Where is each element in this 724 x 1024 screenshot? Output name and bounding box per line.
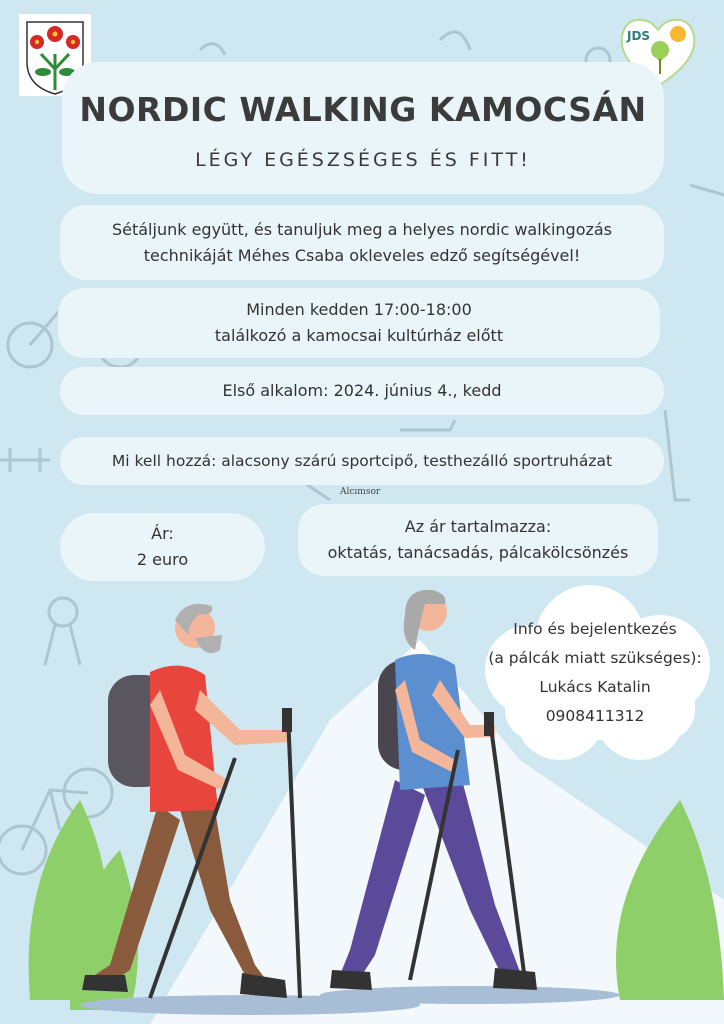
woman-walker	[330, 590, 537, 990]
schedule-time: Minden kedden 17:00-18:00	[246, 300, 472, 319]
schedule-place: találkozó a kamocsai kultúrház előtt	[214, 326, 504, 345]
title-banner	[62, 62, 664, 194]
intro-box	[60, 205, 664, 280]
schedule-box	[58, 288, 660, 358]
intro-line-2: technikáját Méhes Csaba okleveles edző segítségével!	[143, 245, 581, 265]
price-label: Ár:	[151, 524, 174, 543]
tiny-label: Alcımsor	[340, 487, 381, 497]
page-title: NORDIC WALKING KAMOCSÁN	[79, 89, 647, 129]
contact-phone: 0908411312	[545, 706, 645, 725]
price-includes-box	[298, 504, 658, 576]
contact-name: Lukács Katalin	[539, 677, 651, 696]
includes-value: oktatás, tanácsadás, pálcakölcsönzés	[327, 543, 629, 562]
info-line-1: Info és bejelentkezés	[513, 619, 677, 638]
page-subtitle: LÉGY EGÉSZSÉGES ÉS FITT!	[195, 148, 531, 171]
man-walker	[82, 604, 300, 998]
price-box	[60, 513, 265, 581]
info-line-2: (a pálcák miatt szükséges):	[488, 648, 702, 667]
nordic-walkers-illustration	[0, 580, 724, 1024]
first-session-text: Első alkalom: 2024. június 4., kedd	[222, 381, 502, 400]
requirements-text: Mi kell hozzá: alacsony szárú sportcipő, testhezálló sportruházat	[111, 452, 613, 470]
includes-label: Az ár tartalmazza:	[404, 517, 552, 536]
jds-logo-text: JDS	[627, 29, 651, 43]
first-session-box	[60, 367, 664, 415]
requirements-box	[60, 437, 664, 485]
price-value: 2 euro	[136, 550, 189, 569]
intro-line-1: Sétáljunk együtt, és tanuljuk meg a helyes nordic walkingozás	[111, 219, 613, 239]
